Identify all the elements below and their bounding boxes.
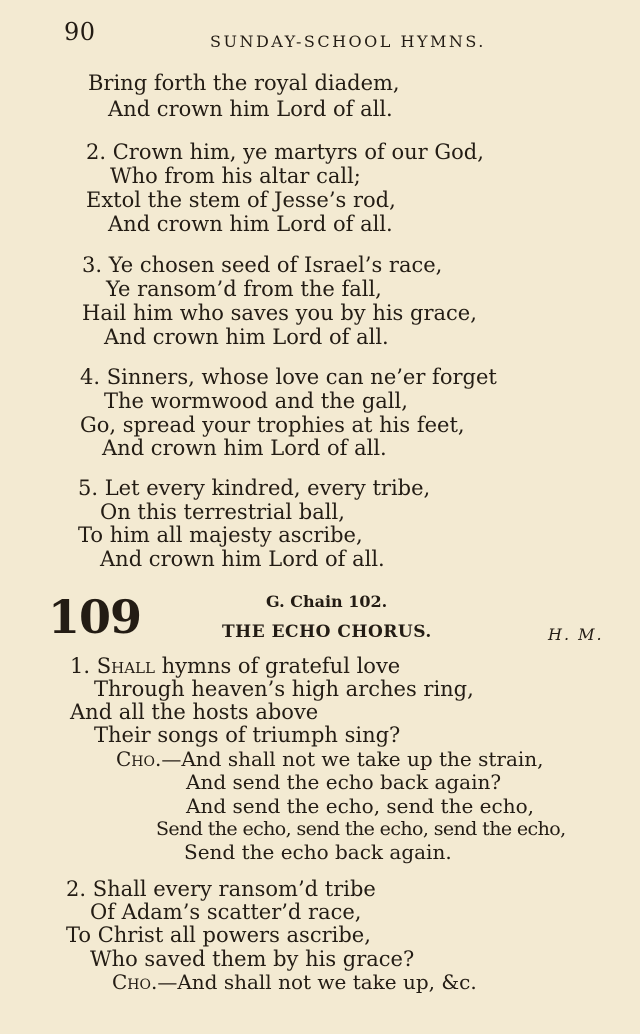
verse-line: 2. Crown him, ye martyrs of our God, — [86, 140, 484, 164]
verse-line: The wormwood and the gall, — [104, 389, 408, 413]
verse-line: 3. Ye chosen seed of Israel’s race, — [82, 253, 443, 277]
verse-line: Through heaven’s high arches ring, — [94, 677, 474, 701]
verse-line: And crown him Lord of all. — [102, 436, 387, 460]
chorus-line — [112, 970, 477, 994]
stanza-number: 1. — [70, 654, 91, 678]
chorus-line: And send the echo, send the echo, — [186, 794, 534, 818]
verse-line: Who from his altar call; — [110, 164, 361, 188]
verse-line: Go, spread your trophies at his feet, — [80, 413, 465, 437]
verse-line: Bring forth the royal diadem, — [88, 71, 400, 95]
chorus-line — [116, 747, 544, 771]
hymn-title: THE ECHO CHORUS. — [222, 622, 432, 642]
verse-line: To him all majesty ascribe, — [78, 523, 363, 547]
verse-line: Who saved them by his grace? — [90, 947, 415, 971]
verse-line: 2. Shall every ransom’d tribe — [66, 877, 376, 901]
running-head: SUNDAY-SCHOOL HYMNS. — [210, 32, 486, 51]
verse-line: 4. Sinners, whose love can ne’er forget — [80, 365, 497, 389]
chorus-label: Cho. — [112, 970, 158, 994]
verse-line: And crown him Lord of all. — [100, 547, 385, 571]
verse-line: And crown him Lord of all. — [108, 212, 393, 236]
verse-line: Extol the stem of Jesse’s rod, — [86, 188, 396, 212]
chorus-line: Send the echo back again. — [184, 840, 452, 864]
chorus-text: —And shall not we take up the strain, — [161, 747, 544, 771]
hymn-number: 109 — [48, 590, 142, 644]
verse-line-rest: hymns of grateful love — [161, 654, 401, 678]
verse-line: To Christ all powers ascribe, — [66, 923, 371, 947]
tune-name: G. Chain 102. — [266, 592, 388, 611]
chorus-text: —And shall not we take up, &c. — [157, 970, 477, 994]
verse-line: Ye ransom’d from the fall, — [106, 277, 382, 301]
verse-line: And crown him Lord of all. — [104, 325, 389, 349]
page-number: 90 — [64, 18, 96, 46]
verse-line: And all the hosts above — [70, 700, 319, 724]
verse-line: And crown him Lord of all. — [108, 97, 393, 121]
verse-line: Their songs of triumph sing? — [94, 723, 401, 747]
verse-line: Hail him who saves you by his grace, — [82, 301, 477, 325]
chorus-line: And send the echo back again? — [186, 770, 502, 794]
chorus-label: Cho. — [116, 747, 162, 771]
first-word: Shall — [96, 654, 155, 678]
verse-line: 5. Let every kindred, every tribe, — [78, 476, 431, 500]
verse-line — [70, 654, 400, 678]
verse-line: Of Adam’s scatter’d race, — [90, 900, 362, 924]
verse-line: On this terrestrial ball, — [100, 500, 345, 524]
chorus-line: Send the echo, send the echo, send the echo, — [156, 818, 566, 840]
meter-label: H. M. — [548, 625, 604, 644]
